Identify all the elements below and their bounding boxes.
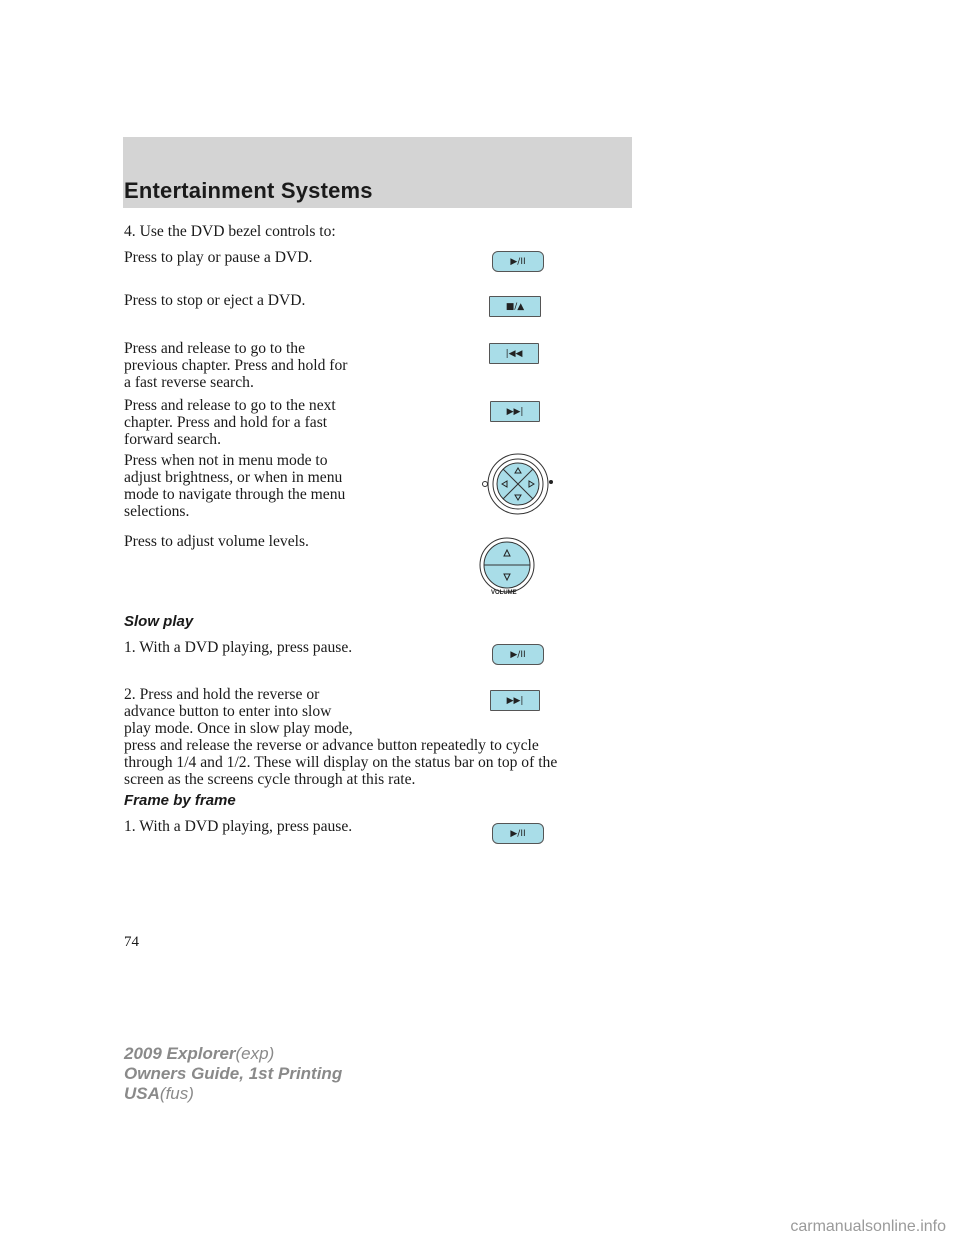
footer-line-2: Owners Guide, 1st Printing (124, 1064, 343, 1083)
frame-by-frame-heading: Frame by frame (124, 792, 236, 809)
page-number: 74 (124, 934, 139, 950)
stop-eject-description: Press to stop or eject a DVD. (124, 292, 306, 309)
footer-line-1: 2009 Explorer(exp) (124, 1044, 275, 1063)
watermark: carmanualsonline.info (790, 1218, 946, 1235)
next-chapter-icon: ▶▶| (490, 401, 540, 422)
stop-eject-icon: ■/▲ (489, 296, 541, 317)
footer-line-3: USA(fus) (124, 1084, 194, 1103)
play-pause-icon: ▶/II (492, 251, 544, 272)
previous-chapter-icon: |◀◀ (489, 343, 539, 364)
previous-chapter-description: Press and release to go to the previous chapter. Press and hold for a fast reverse search. (124, 340, 348, 391)
slow-play-step-1: 1. With a DVD playing, press pause. (124, 639, 353, 656)
slow-play-heading: Slow play (124, 613, 194, 630)
next-chapter-icon: ▶▶| (490, 690, 540, 711)
section-title: Entertainment Systems (124, 178, 373, 203)
direction-pad-description: Press when not in menu mode to adjust brightness, or when in menu mode to navigate through the menu selections. (124, 452, 346, 520)
slow-play-step-2: 2. Press and hold the reverse or advance button to enter into slow play mode. Once in slow play mode, press and release the reverse or advance button repeatedly to cycle through 1/4 and 1/2. These will display on the status bar on top of the screen as the screens cycle through at this rate. (124, 686, 558, 788)
frame-by-frame-step-1: 1. With a DVD playing, press pause. (124, 818, 353, 835)
play-pause-description: Press to play or pause a DVD. (124, 249, 313, 266)
volume-label: VOLUME (491, 590, 517, 596)
direction-pad-icon (478, 453, 558, 519)
play-pause-icon: ▶/II (492, 644, 544, 665)
play-pause-icon: ▶/II (492, 823, 544, 844)
volume-description: Press to adjust volume levels. (124, 533, 309, 550)
next-chapter-description: Press and release to go to the next chapter. Press and hold for a fast forward search. (124, 397, 336, 448)
intro-text: 4. Use the DVD bezel controls to: (124, 223, 336, 240)
